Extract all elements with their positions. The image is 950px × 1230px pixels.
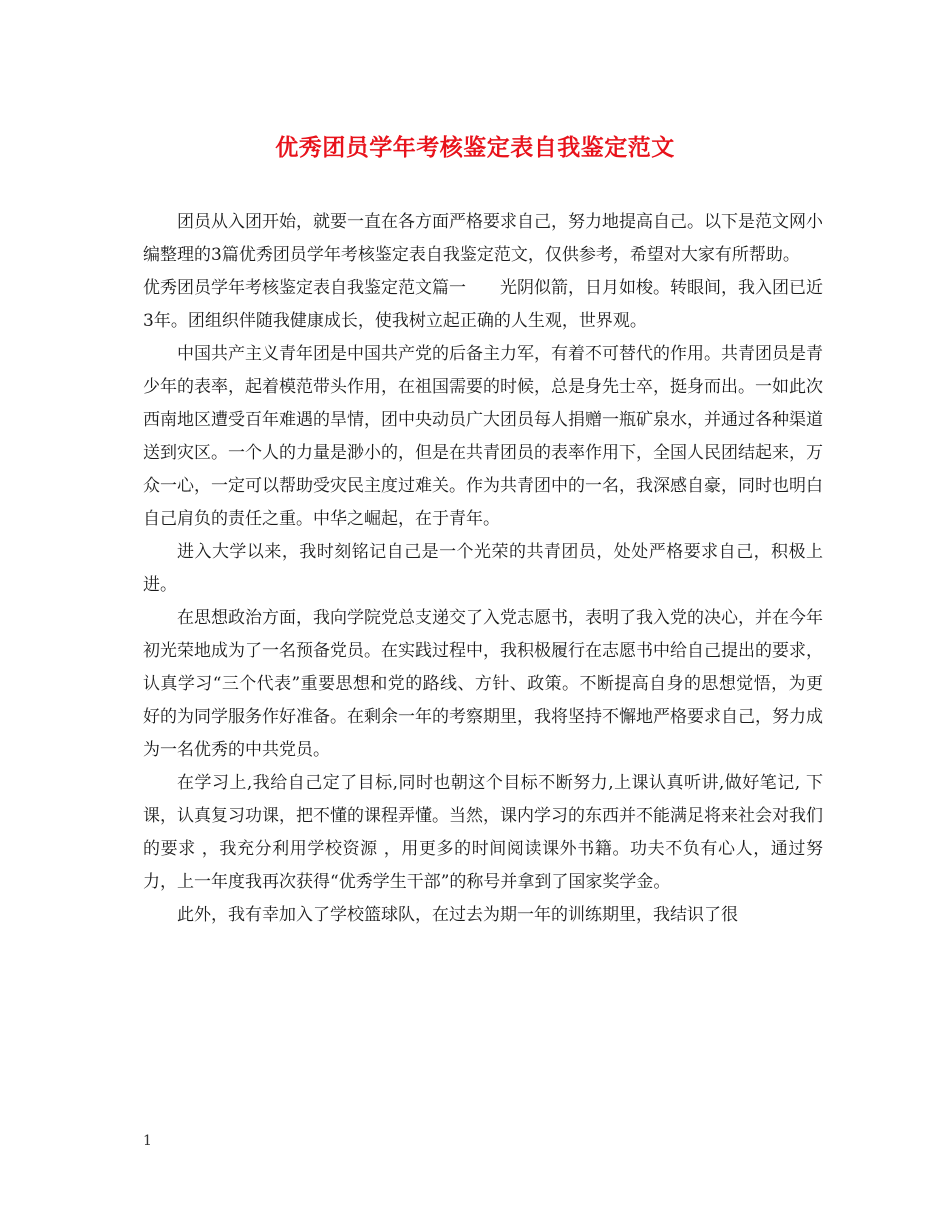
document-body — [143, 206, 823, 932]
paragraph-league-role: 中国共产主义青年团是中国共产党的后备主力军，有着不可替代的作用。共青团员是青少年的表率，起着模范带头作用，在祖国需要的时候，总是身先士卒，挺身而出。一如此次西南地区遭受百年难遇的旱情，团中央动员广大团员每人捐赠一瓶矿泉水，并通过各种渠道送到灾区。一个人的力量是渺小的，但是在共青团员的表率作用下，全国人民团结起来，万众一心，一定可以帮助受灾民主度过难关。作为共青团中的一名，我深感自豪，同时也明白自己肩负的责任之重。中华之崛起，在于青年。 — [143, 344, 823, 529]
paragraph-study: 在学习上,我给自己定了目标,同时也朝这个目标不断努力,上课认真听讲,做好笔记, 下课，认真复习功课，把不懂的课程弄懂。当然，课内学习的东西并不能满足将来社会对我们的要求 ，我充分利用学校资源 ，用更多的时间阅读课外书籍。功夫不负有心人，通过努力，上一年度我再次获得“优秀学生干部”的称号并拿到了国家奖学金。 — [143, 773, 823, 892]
paragraph-political: 在思想政治方面，我向学院党总支递交了入党志愿书，表明了我入党的决心，并在今年初光荣地成为了一名预备党员。在实践过程中，我积极履行在志愿书中给自己提出的要求，认真学习“三个代表”重要思想和党的路线、方针、政策。不断提高自身的思想觉悟，为更好的为同学服务作好准备。在剩余一年的考察期里，我将坚持不懈地严格要求自己，努力成为一名优秀的中共党员。 — [143, 608, 823, 760]
paragraph-university: 进入大学以来，我时刻铭记自己是一个光荣的共青团员，处处严格要求自己，积极上进。 — [143, 542, 823, 595]
paragraph-article-one-heading: 优秀团员学年考核鉴定表自我鉴定范文篇一 光阴似箭，日月如梭。转眼间，我入团已近3年。团组织伴随我健康成长，使我树立起正确的人生观，世界观。 — [143, 278, 823, 331]
document-title: 优秀团员学年考核鉴定表自我鉴定范文 — [275, 134, 675, 161]
paragraph-intro: 团员从入团开始，就要一直在各方面严格要求自己，努力地提高自己。以下是范文网小编整理的3篇优秀团员学年考核鉴定表自我鉴定范文，仅供参考，希望对大家有所帮助。 — [143, 212, 823, 265]
paragraph-basketball: 此外，我有幸加入了学校篮球队，在过去为期一年的训练期里，我结识了很 — [177, 905, 738, 925]
page-number: 1 — [143, 1133, 152, 1149]
